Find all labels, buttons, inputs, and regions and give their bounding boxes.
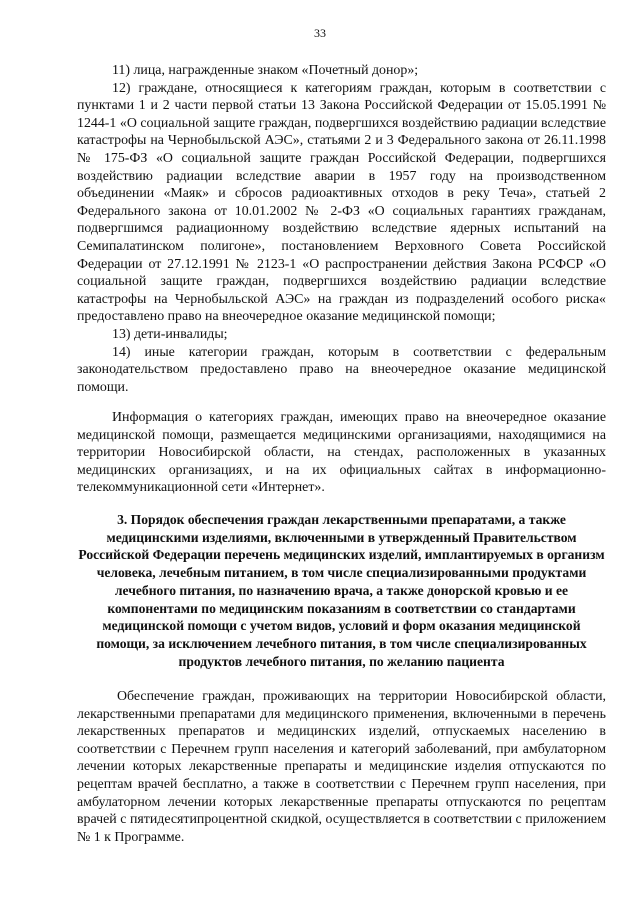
list-item-11: 11) лица, награжденные знаком «Почетный донор»;: [112, 63, 419, 78]
section-body: [77, 688, 606, 846]
section-heading: 3. Порядок обеспечения граждан лекарственными препаратами, а также медицинскими изделиями, включенными в утвержденный Правительством Российской Федерации перечень медицинских изделий, имплантируемых в организм человека, лечебным питанием, в том числе специализированными продуктами лечебного питания, по назначению врача, а также донорской кровью и ее компонентами по медицинским показаниям в соответствии со стандартами медицинской помощи с учетом видов, условий и форм оказания медицинской помощи, за исключением лечебного питания, в том числе специализированных продуктов лечебного питания, по желанию пациента: [78, 512, 605, 669]
page-number: 33: [314, 26, 326, 40]
list-item-13: 13) дети-инвалиды;: [112, 326, 228, 342]
information-paragraph: Информация о категориях граждан, имеющих право на внеочередное оказание медицинской помощи, размещается медицинскими организациями, находящимися на территории Новосибирской области, на стендах, расположенных в указанных медицинских организациях, и на их официальных сайтах в информационно-телекоммуникационной сети «Интернет».: [77, 410, 606, 496]
section-paragraph: Обеспечение граждан, проживающих на территории Новосибирской области, лекарственными препаратами для медицинского применения, включенными в перечень лекарственных препаратов и медицинских изделий, отпускаемых населению в соответствии с Перечнем групп населения и категорий заболеваний, при амбулаторном лечении которых лекарственные препараты и медицинские изделия отпускаются по рецептам врачей бесплатно, а также в соответствии с Перечнем групп населения, при амбулаторном лечении которых лекарственные препараты отпускаются по рецептам врачей с пятидесятипроцентной скидкой, осуществляется в соответствии с приложением № 1 к Программе.: [77, 689, 606, 845]
list-item-14: 14) иные категории граждан, которым в соответствии с федеральным законодательством предоставлено право на внеочередное оказание медицинской помощи.: [77, 344, 606, 395]
category-list: [77, 62, 606, 396]
information-block: [77, 409, 606, 497]
list-item-12: 12) граждане, относящиеся к категориям граждан, которым в соответствии с пунктами 1 и 2 части первой статьи 13 Закона Российской Федерации от 15.05.1991 № 1244-1 «О социальной защите граждан, подвергшихся воздействию радиации вследствие катастрофы на Чернобыльской АЭС», статьями 2 и 3 Федерального закона от 26.11.1998 № 175-ФЗ «О социальной защите граждан Российской Федерации, подвергшихся воздействию радиации вследствие аварии в 1957 году на производственном объединении «Маяк» и сбросов радиоактивных отходов в реку Теча», статьей 2 Федерального закона от 10.01.2002 № 2-ФЗ «О социальных гарантиях гражданам, подвергшимся радиационному воздействию вследствие ядерных испытаний на Семипалатинском полигоне», постановлением Верховного Совета Российской Федерации от 27.12.1991 № 2123-1 «О распространении действия Закона РСФСР «О социальной защите граждан, подвергшихся воздействию радиации вследствие катастрофы на Чернобыльской АЭС» на граждан из подразделений особого риска« предоставлено право на внеочередное оказание медицинской помощи;: [77, 80, 606, 325]
